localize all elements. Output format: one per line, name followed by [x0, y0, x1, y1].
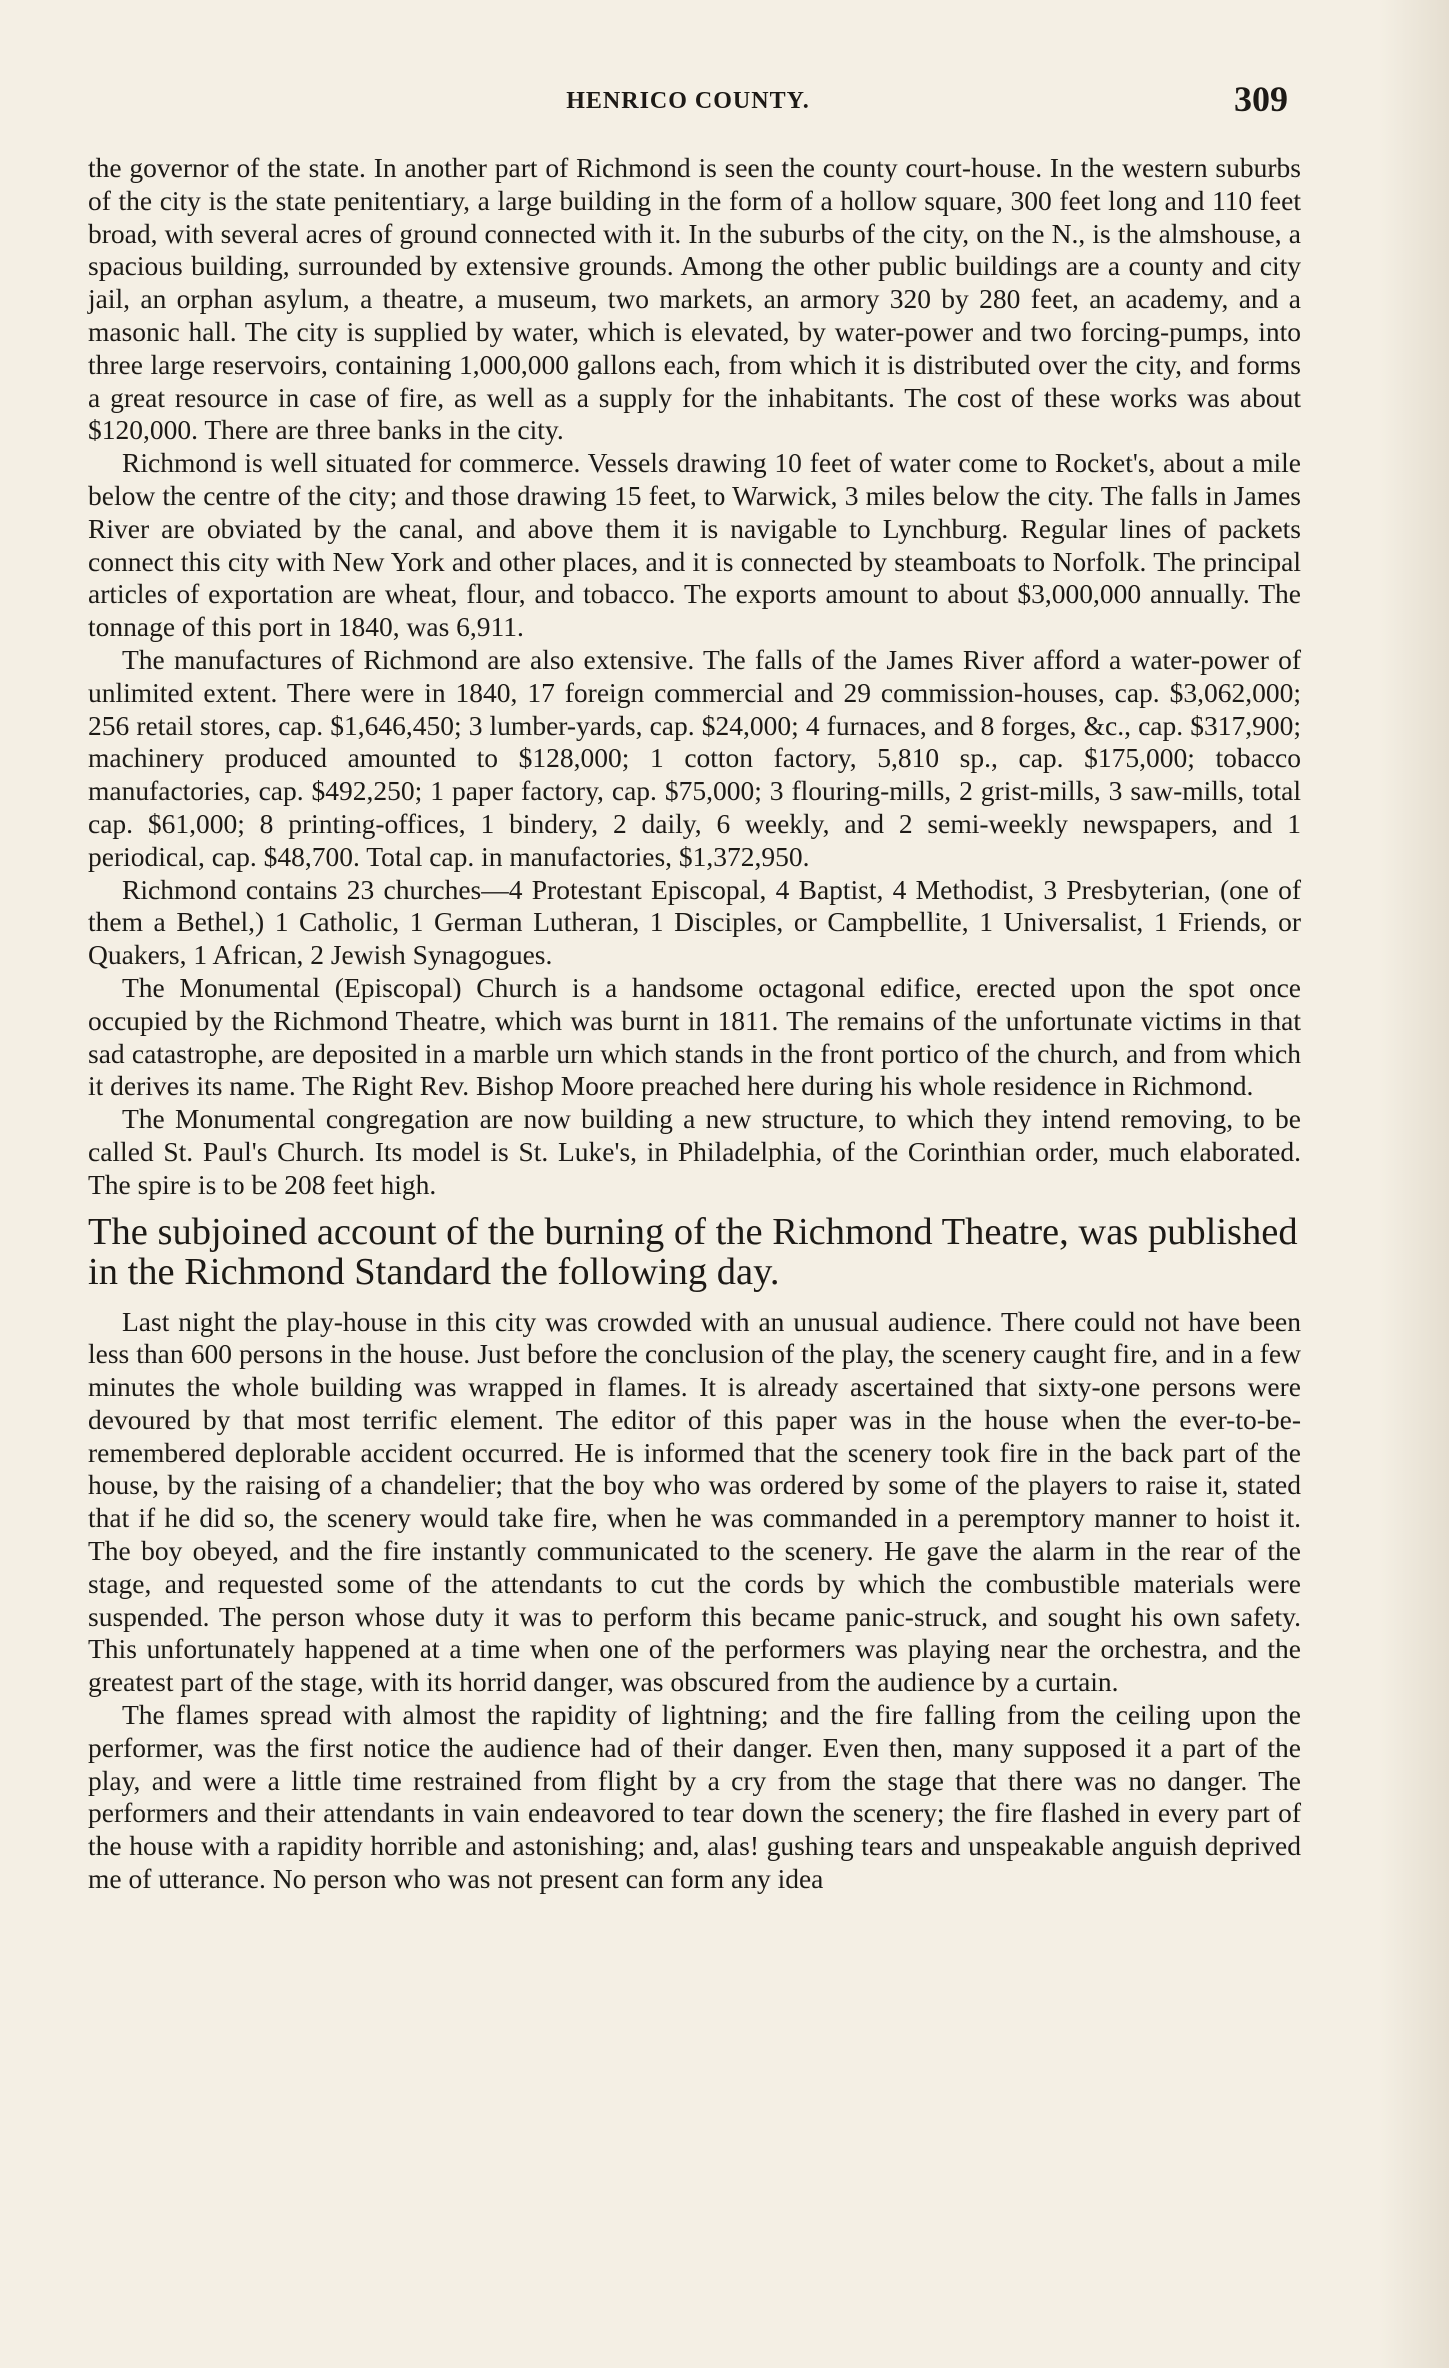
section-heading: The subjoined account of the burning of the Richmond Theatre, was published in the Richmond Standard the following day.	[88, 1210, 1298, 1293]
paragraph-manufactures: The manufactures of Richmond are also extensive. The falls of the James River afford a water-power of unlimited extent. There were in 1840, 17 foreign commercial and 29 commission-houses, cap. $3,062,000; 256 retail stores, cap. $1,646,450; 3 lumber-yards, cap. $24,000; 4 furnaces, and 8 forges, &c., cap. $317,900; machinery produced amounted to $128,000; 1 cotton factory, 5,810 sp., cap. $175,000; tobacco manufactories, cap. $492,250; 1 paper factory, cap. $75,000; 3 flouring-mills, 2 grist-mills, 3 saw-mills, total cap. $61,000; 8 printing-offices, 1 bindery, 2 daily, 6 weekly, and 2 semi-weekly newspapers, and 1 periodical, cap. $48,700. Total cap. in manufactories, $1,372,950.	[88, 643, 1301, 872]
paragraph-monumental-church: The Monumental (Episcopal) Church is a handsome octagonal edifice, erected upon the spot once occupied by the Richmond Theatre, which was burnt in 1811. The remains of the unfortunate victims in that sad catastrophe, are deposited in a marble urn which stands in the front portico of the church, and from which it derives its name. The Right Rev. Bishop Moore preached here during his whole residence in Richmond.	[88, 971, 1301, 1102]
running-title: HENRICO COUNTY.	[566, 88, 810, 114]
running-head	[88, 78, 1288, 118]
paragraph-churches: Richmond contains 23 churches—4 Protestant Episcopal, 4 Baptist, 4 Methodist, 3 Presbyterian, (one of them a Bethel,) 1 Catholic, 1 German Lutheran, 1 Disciples, or Campbellite, 1 Universalist, 1 Friends, or Quakers, 1 African, 2 Jewish Synagogues.	[88, 873, 1301, 971]
paragraph-continued: the governor of the state. In another part of Richmond is seen the county court-house. In the western suburbs of the city is the state penitentiary, a large building in the form of a hollow square, 300 feet long and 110 feet broad, with several acres of ground connected with it. In the suburbs of the city, on the N., is the almshouse, a spacious building, surrounded by extensive grounds. Among the other public buildings are a county and city jail, an orphan asylum, a theatre, a museum, two markets, an armory 320 by 280 feet, an academy, and a masonic hall. The city is supplied by water, which is elevated, by water-power and two forcing-pumps, into three large reservoirs, containing 1,000,000 gallons each, from which it is distributed over the city, and forms a great resource in case of fire, as well as a supply for the inhabitants. The cost of these works was about $120,000. There are three banks in the city.	[88, 152, 1301, 446]
page-number: 309	[1234, 79, 1288, 119]
account-paragraph: The flames spread with almost the rapidity of lightning; and the fire falling from the ceiling upon the performer, was the first notice the audience had of their danger. Even then, many supposed it a part of the play, and were a little time restrained from flight by a cry from the stage that there was no danger. The performers and their attendants in vain endeavored to tear down the scenery; the fire flashed in every part of the house with a rapidity horrible and astonishing; and, alas! gushing tears and unspeakable anguish deprived me of utterance. No person who was not present can form any idea	[88, 1699, 1301, 1895]
body-text	[88, 152, 1301, 1896]
page-edge-shadow	[1379, 0, 1449, 2368]
paragraph-new-structure: The Monumental congregation are now building a new structure, to which they intend removing, to be called St. Paul's Church. Its model is St. Luke's, in Philadelphia, of the Corinthian order, much elaborated. The spire is to be 208 feet high.	[88, 1103, 1301, 1200]
account-paragraph: Last night the play-house in this city was crowded with an unusual audience. There could not have been less than 600 persons in the house. Just before the conclusion of the play, the scenery caught fire, and in a few minutes the whole building was wrapped in flames. It is already ascertained that sixty-one persons were devoured by that most terrific element. The editor of this paper was in the house when the ever-to-be-remembered deplorable accident occurred. He is informed that the scenery took fire in the back part of the house, by the raising of a chandelier; that the boy who was ordered by some of the players to raise it, stated that if he did so, the scenery would take fire, when he was commanded in a peremptory manner to hoist it. The boy obeyed, and the fire instantly communicated to the scenery. He gave the alarm in the rear of the stage, and requested some of the attendants to cut the cords by which the combustible materials were suspended. The person whose duty it was to perform this became panic-struck, and sought his own safety. This unfortunately happened at a time when one of the performers was playing near the orchestra, and the greatest part of the stage, with its horrid danger, was obscured from the audience by a curtain.	[88, 1305, 1301, 1698]
paragraph-commerce: Richmond is well situated for commerce. Vessels drawing 10 feet of water come to Rocket's, about a mile below the centre of the city; and those drawing 15 feet, to Warwick, 3 miles below the city. The falls in James River are obviated by the canal, and above them it is navigable to Lynchburg. Regular lines of packets connect this city with New York and other places, and it is connected by steamboats to Norfolk. The principal articles of exportation are wheat, flour, and tobacco. The exports amount to about $3,000,000 annually. The tonnage of this port in 1840, was 6,911.	[88, 447, 1301, 643]
